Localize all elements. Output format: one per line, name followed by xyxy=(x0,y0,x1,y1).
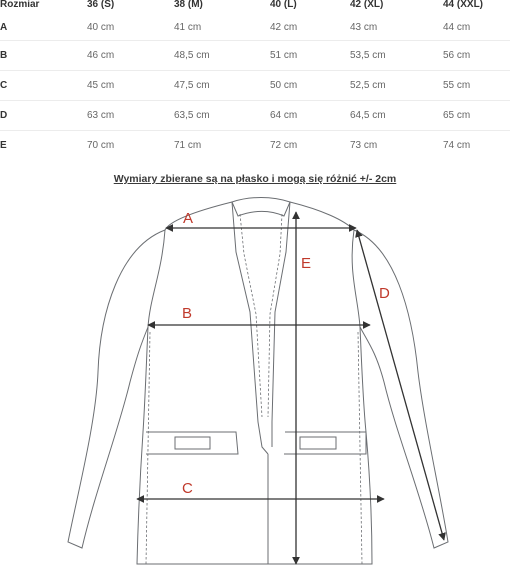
cell: 55 cm xyxy=(443,71,510,101)
cell: 63 cm xyxy=(87,101,174,131)
cell: 65 cm xyxy=(443,101,510,131)
left-sleeve-outline xyxy=(68,230,165,548)
measure-label-a: A xyxy=(183,210,194,227)
jacket-body-outline xyxy=(137,202,372,564)
size-chart-table xyxy=(0,0,510,160)
row-label: B xyxy=(0,41,87,71)
table-row xyxy=(0,41,510,71)
header-38: 38 (M) xyxy=(174,0,203,10)
table-row xyxy=(0,101,510,131)
cell: 74 cm xyxy=(443,131,510,161)
measurement-note: Wymiary zbierane są na płasko i mogą się różnić +/- 2cm xyxy=(113,173,397,185)
cell: 64 cm xyxy=(270,101,350,131)
table-row xyxy=(0,71,510,101)
cell: 51 cm xyxy=(270,41,350,71)
row-label: D xyxy=(0,101,87,131)
lapel-stitch xyxy=(240,214,262,417)
jacket-measurement-diagram xyxy=(0,192,510,566)
cell: 71 cm xyxy=(174,131,270,161)
cell: 72 cm xyxy=(270,131,350,161)
cell: 73 cm xyxy=(350,131,443,161)
measure-label-d: D xyxy=(379,285,390,302)
table-row xyxy=(0,14,510,41)
cell: 42 cm xyxy=(270,21,298,33)
measure-label-c: C xyxy=(182,480,193,497)
cell: 70 cm xyxy=(87,131,174,161)
left-pocket-welt xyxy=(175,437,210,449)
header-40: 40 (L) xyxy=(270,0,297,10)
measure-label-b: B xyxy=(182,305,193,322)
right-pocket-welt xyxy=(300,437,336,449)
row-label: E xyxy=(0,131,87,161)
row-label: C xyxy=(0,71,87,101)
cell: 56 cm xyxy=(443,41,510,71)
cell: 44 cm xyxy=(443,21,471,33)
cell: 64,5 cm xyxy=(350,101,443,131)
header-42: 42 (XL) xyxy=(350,0,384,10)
cell: 45 cm xyxy=(87,71,174,101)
header-44: 44 (XXL) xyxy=(443,0,484,10)
cell: 40 cm xyxy=(87,21,115,33)
cell: 53,5 cm xyxy=(350,41,443,71)
table-header-row xyxy=(0,0,510,14)
header-size: Rozmiar xyxy=(0,0,40,10)
cell: 46 cm xyxy=(87,41,174,71)
cell: 52,5 cm xyxy=(350,71,443,101)
cell: 63,5 cm xyxy=(174,101,270,131)
cell: 43 cm xyxy=(350,21,378,33)
measure-label-e: E xyxy=(301,255,312,272)
cell: 48,5 cm xyxy=(174,41,270,71)
table-row xyxy=(0,131,510,161)
cell: 47,5 cm xyxy=(174,71,270,101)
row-label: A xyxy=(0,21,8,33)
left-lapel-outline xyxy=(232,202,268,454)
header-36: 36 (S) xyxy=(87,0,115,10)
collar-outline xyxy=(232,198,290,217)
cell: 50 cm xyxy=(270,71,350,101)
left-pocket-flap xyxy=(146,432,238,454)
cell: 41 cm xyxy=(174,21,202,33)
